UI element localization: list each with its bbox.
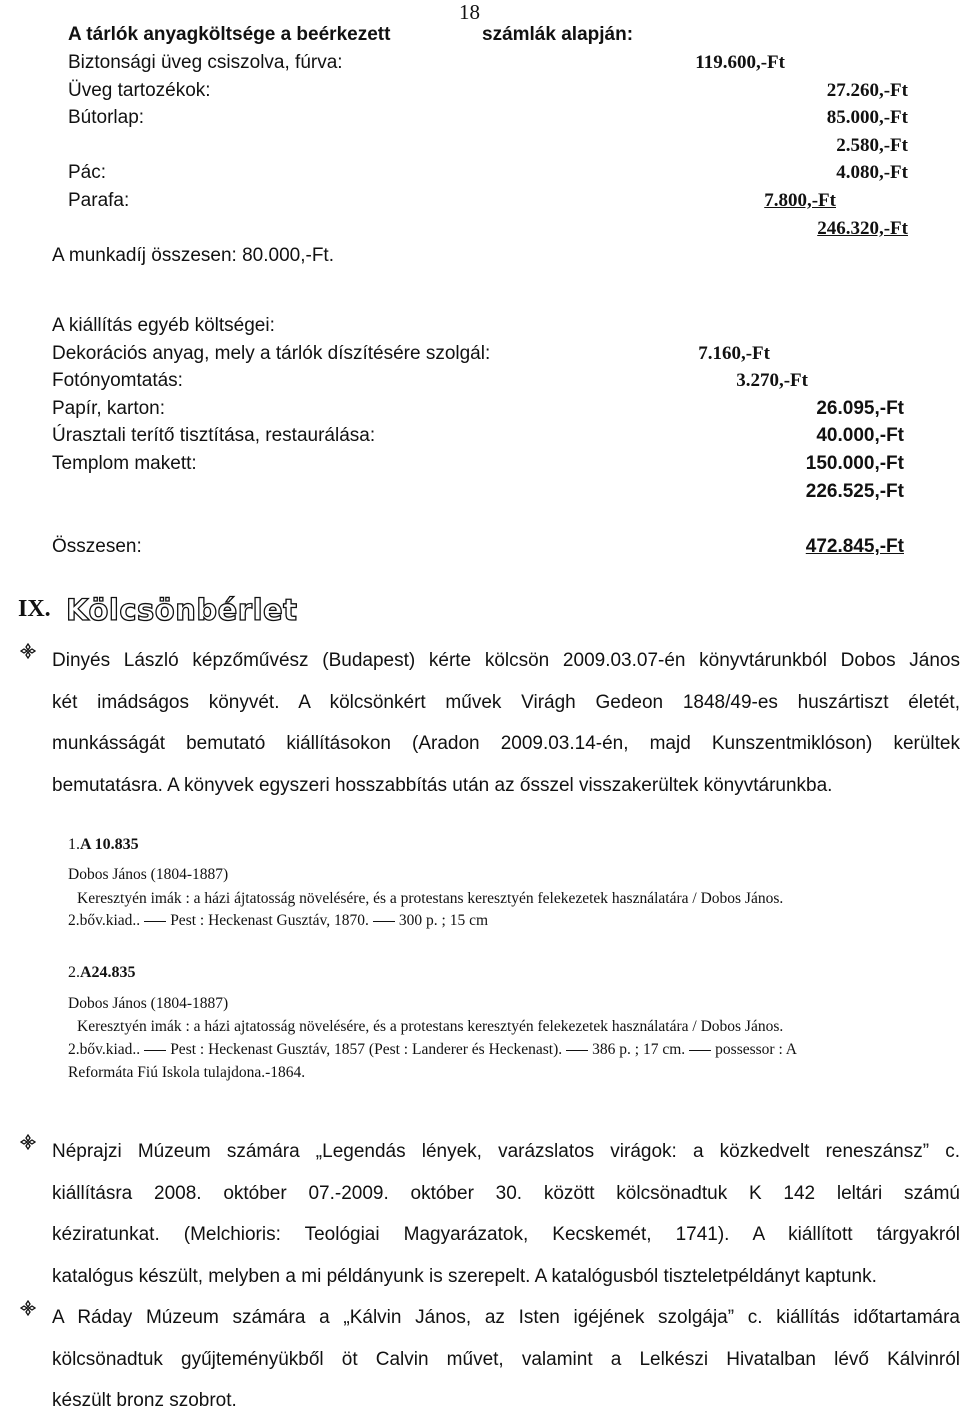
cost-value: 119.600,-Ft <box>695 52 785 73</box>
other-cost-value: 26.095,-Ft <box>816 398 904 419</box>
diamond-bullet-icon <box>20 1300 36 1316</box>
reference-imprint <box>68 912 488 930</box>
reference-extent: 386 p. ; 17 cm. <box>592 1041 686 1058</box>
other-cost-value: 150.000,-Ft <box>805 453 904 474</box>
other-costs-subtotal: 226.525,-Ft <box>805 481 904 502</box>
paragraph-line: bemutatásra. A könyvek egyszeri hosszabbítás után az ősszel visszakerültek könyvtárunkba. <box>52 774 833 796</box>
cost-label: Bútorlap: <box>68 107 145 128</box>
reference-id: A24.835 <box>80 964 136 981</box>
dash-separator <box>144 1050 166 1051</box>
reference-publisher: Pest : Heckenast Gusztáv, 1857 (Pest : Landerer és Heckenast). <box>170 1041 563 1058</box>
cost-label: Parafa: <box>68 190 130 211</box>
section-number: IX. <box>18 596 51 622</box>
other-cost-label: Papír, karton: <box>52 398 166 419</box>
cost-value: 85.000,-Ft <box>826 107 908 128</box>
diamond-bullet-icon <box>20 643 36 659</box>
loan-paragraph <box>52 1297 960 1422</box>
other-costs-title-text: A kiállítás egyéb költségei: <box>52 315 275 336</box>
other-costs-title <box>52 315 275 337</box>
reference-prefix: 1. <box>68 836 80 853</box>
cost-value: 4.080,-Ft <box>836 162 908 183</box>
paragraph-line: kölcsönadtuk gyűjteményükből öt Calvin művet, valamint a Lelkészi Hivatalban lévő Kálvinról <box>52 1348 960 1370</box>
paragraph-line: kéziratunkat. (Melchioris: Teológiai Magyarázatok, Kecskemét, 1741). A kiállított tárgyakról <box>52 1224 960 1245</box>
cost-label: Biztonsági üveg csiszolva, fúrva: <box>68 52 343 73</box>
reference-edition: 2.bőv.kiad.. <box>68 912 141 929</box>
reference-number <box>68 964 136 982</box>
reference-publisher: Pest : Heckenast Gusztáv, 1870. <box>170 912 369 929</box>
other-cost-label: Úrasztali terítő tisztítása, restaurálása: <box>52 425 376 446</box>
loan-paragraph <box>52 640 960 806</box>
page-number: 18 <box>459 0 480 24</box>
cost-label: Pác: <box>68 162 107 183</box>
loan-paragraph <box>52 1131 960 1297</box>
diamond-bullet-icon <box>20 1134 36 1150</box>
reference-prefix: 2. <box>68 964 80 981</box>
reference-provenance: Reformáta Fiú Iskola tulajdona.-1864. <box>68 1064 306 1081</box>
cost-label: Üveg tartozékok: <box>68 80 211 101</box>
paragraph-line: A Ráday Múzeum számára a „Kálvin János, az Isten igéjének szolgája” c. kiállítás időtartamára <box>52 1307 960 1328</box>
reference-number <box>68 836 139 854</box>
dash-separator <box>566 1050 588 1051</box>
cost-value: 27.260,-Ft <box>826 80 908 101</box>
reference-imprint <box>68 1041 797 1059</box>
other-cost-label: Fotónyomtatás: <box>52 370 183 391</box>
total-value: 472.845,-Ft <box>805 536 904 557</box>
total-label: Összesen: <box>52 536 142 557</box>
reference-edition: 2.bőv.kiad.. <box>68 1041 141 1058</box>
reference-possessor: possessor : A <box>715 1041 797 1058</box>
paragraph-line: készült bronz szobrot. <box>52 1390 237 1411</box>
paragraph-line: két imádságos könyvét. A kölcsönkért művek Virágh Gedeon 1848/49-es huszártiszt életét, <box>52 691 960 713</box>
cost-value: 2.580,-Ft <box>836 135 908 156</box>
costs-header-left: A tárlók anyagköltsége a beérkezett <box>68 24 391 45</box>
dash-separator <box>144 921 166 922</box>
paragraph-line: kiállításra 2008. október 07.-2009. október 30. között kölcsönadtuk K 142 leltári számú <box>52 1182 960 1204</box>
paragraph-line: Néprajzi Múzeum számára „Legendás lények, varázslatos virágok: a közkedvelt reneszánsz” c. <box>52 1141 960 1162</box>
dash-separator <box>689 1050 711 1051</box>
dash-separator <box>373 921 395 922</box>
paragraph-line: Dinyés László képzőművész (Budapest) kérte kölcsön 2009.03.07-én könyvtárunkból Dobos János <box>52 650 960 671</box>
reference-title: Keresztyén imák : a házi ajtatosság növelésére, és a protestans keresztyén felekezetek használatára / Dobos János. <box>77 1018 784 1035</box>
reference-author: Dobos János (1804-1887) <box>68 995 229 1012</box>
section-title: Kölcsönbérlet <box>66 593 298 627</box>
cost-value: 7.800,-Ft <box>764 190 836 211</box>
other-cost-label: Dekorációs anyag, mely a tárlók díszítésére szolgál: <box>52 343 491 364</box>
costs-subtotal: 246.320,-Ft <box>817 218 908 239</box>
reference-extent: 300 p. ; 15 cm <box>398 912 489 929</box>
paragraph-line: munkásságát bemutató kiállításokon (Aradon 2009.03.14-én, majd Kunszentmiklóson) kerültek <box>52 733 960 754</box>
other-cost-value: 7.160,-Ft <box>698 343 770 364</box>
reference-author: Dobos János (1804-1887) <box>68 866 229 883</box>
paragraph-line: katalógus készült, melyben a mi példányunk is szerepelt. A katalógusból tiszteletpéldányt kaptunk. <box>52 1265 877 1287</box>
labor-cost: A munkadíj összesen: 80.000,-Ft. <box>52 245 334 266</box>
other-cost-value: 3.270,-Ft <box>736 370 808 391</box>
cost-value-underlined <box>738 190 836 212</box>
costs-header-right: számlák alapján: <box>482 24 634 45</box>
other-cost-label: Templom makett: <box>52 453 197 474</box>
reference-id: A 10.835 <box>80 836 139 853</box>
other-cost-value: 40.000,-Ft <box>816 425 904 446</box>
reference-title: Keresztyén imák : a házi ájtatosság növelésére, és a protestans keresztyén felekezetek használatára / Dobos János. <box>77 890 784 907</box>
